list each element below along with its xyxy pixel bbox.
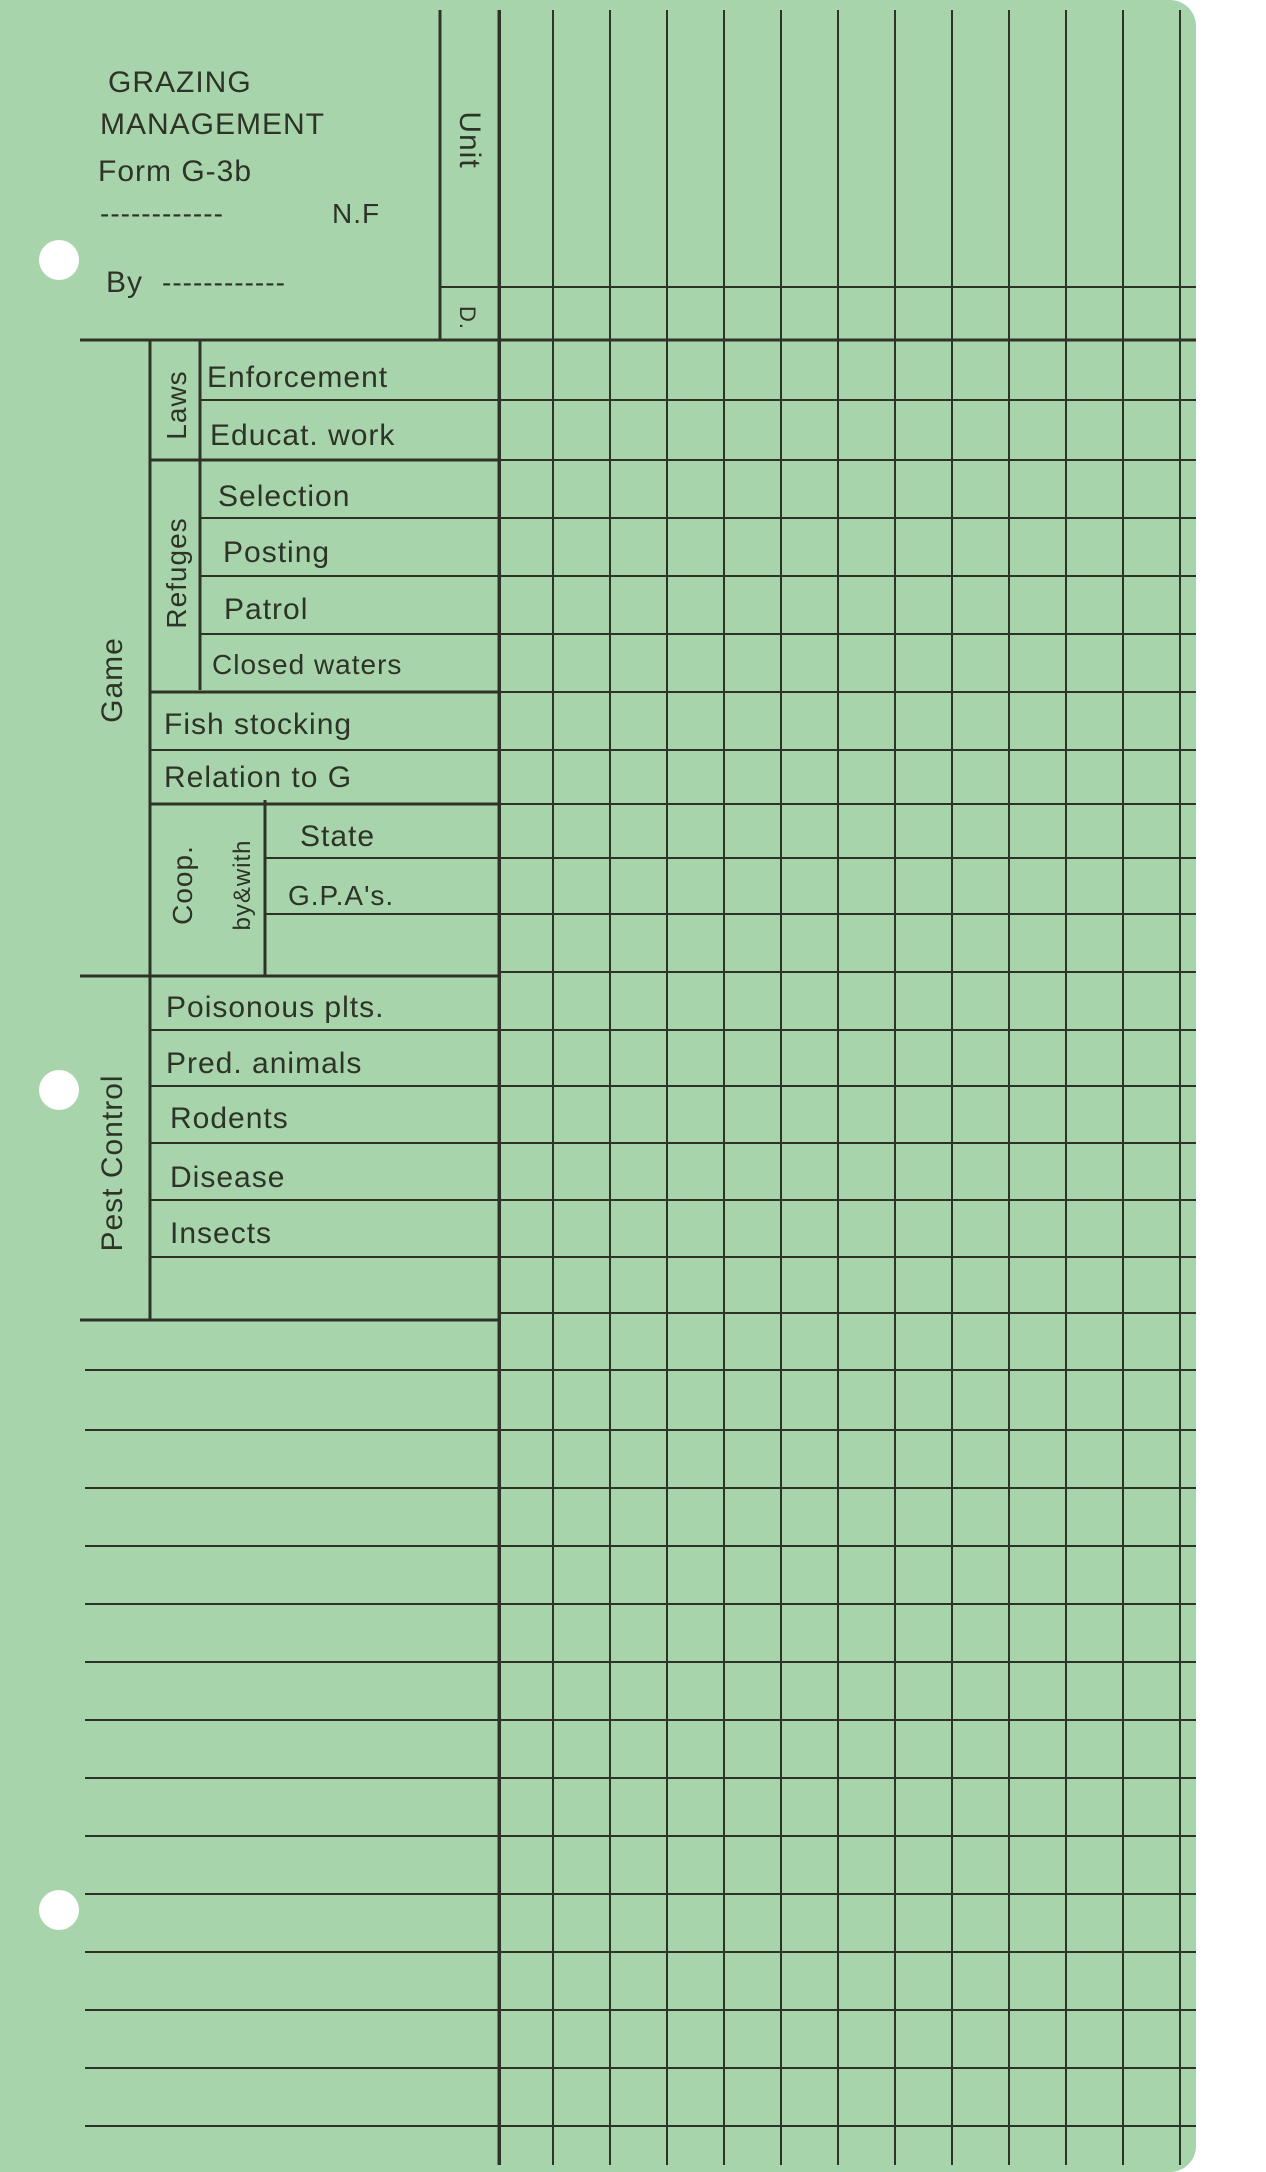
- refuges-item-closed-waters: Closed waters: [212, 649, 403, 680]
- punch-hole-top: [39, 240, 79, 280]
- pest-item-poisonous-plants: Poisonous plts.: [166, 991, 385, 1024]
- coop-item-gpas: G.P.A's.: [288, 880, 395, 911]
- by-blank: ------------: [162, 267, 286, 298]
- game-row-relation-to-g: Relation to G: [164, 761, 353, 794]
- pest-item-predatory-animals: Pred. animals: [166, 1047, 363, 1080]
- game-row-fish-stocking: Fish stocking: [164, 708, 353, 741]
- form-title-line1: GRAZING: [108, 66, 252, 99]
- form-number: Form G-3b: [98, 155, 253, 188]
- refuges-item-patrol: Patrol: [224, 593, 309, 626]
- refuges-item-selection: Selection: [218, 480, 351, 513]
- d-label: D.: [455, 306, 480, 330]
- forest-blank: ------------: [100, 198, 224, 229]
- coop-group-label-line1: Coop.: [167, 845, 198, 925]
- laws-group-label: Laws: [161, 370, 192, 440]
- laws-item-enforcement: Enforcement: [207, 361, 389, 394]
- pest-item-disease: Disease: [170, 1161, 286, 1194]
- laws-item-educational-work: Educat. work: [210, 419, 396, 452]
- pest-item-insects: Insects: [170, 1217, 273, 1250]
- forest-suffix: N.F: [332, 198, 381, 229]
- grid-lines: [80, 10, 1196, 2165]
- game-section-label: Game: [96, 637, 129, 723]
- punch-hole-bottom: [39, 1890, 79, 1930]
- coop-item-state: State: [300, 820, 376, 853]
- by-label: By: [106, 266, 144, 299]
- refuges-item-posting: Posting: [223, 536, 331, 569]
- punch-hole-middle: [39, 1070, 79, 1110]
- refuges-group-label: Refuges: [161, 517, 192, 629]
- pest-item-rodents: Rodents: [170, 1102, 289, 1135]
- pest-control-section-label: Pest Control: [96, 1074, 129, 1252]
- form-title-line2: MANAGEMENT: [100, 108, 326, 141]
- unit-label: Unit: [453, 111, 486, 169]
- coop-group-label-line2: by&with: [229, 839, 256, 931]
